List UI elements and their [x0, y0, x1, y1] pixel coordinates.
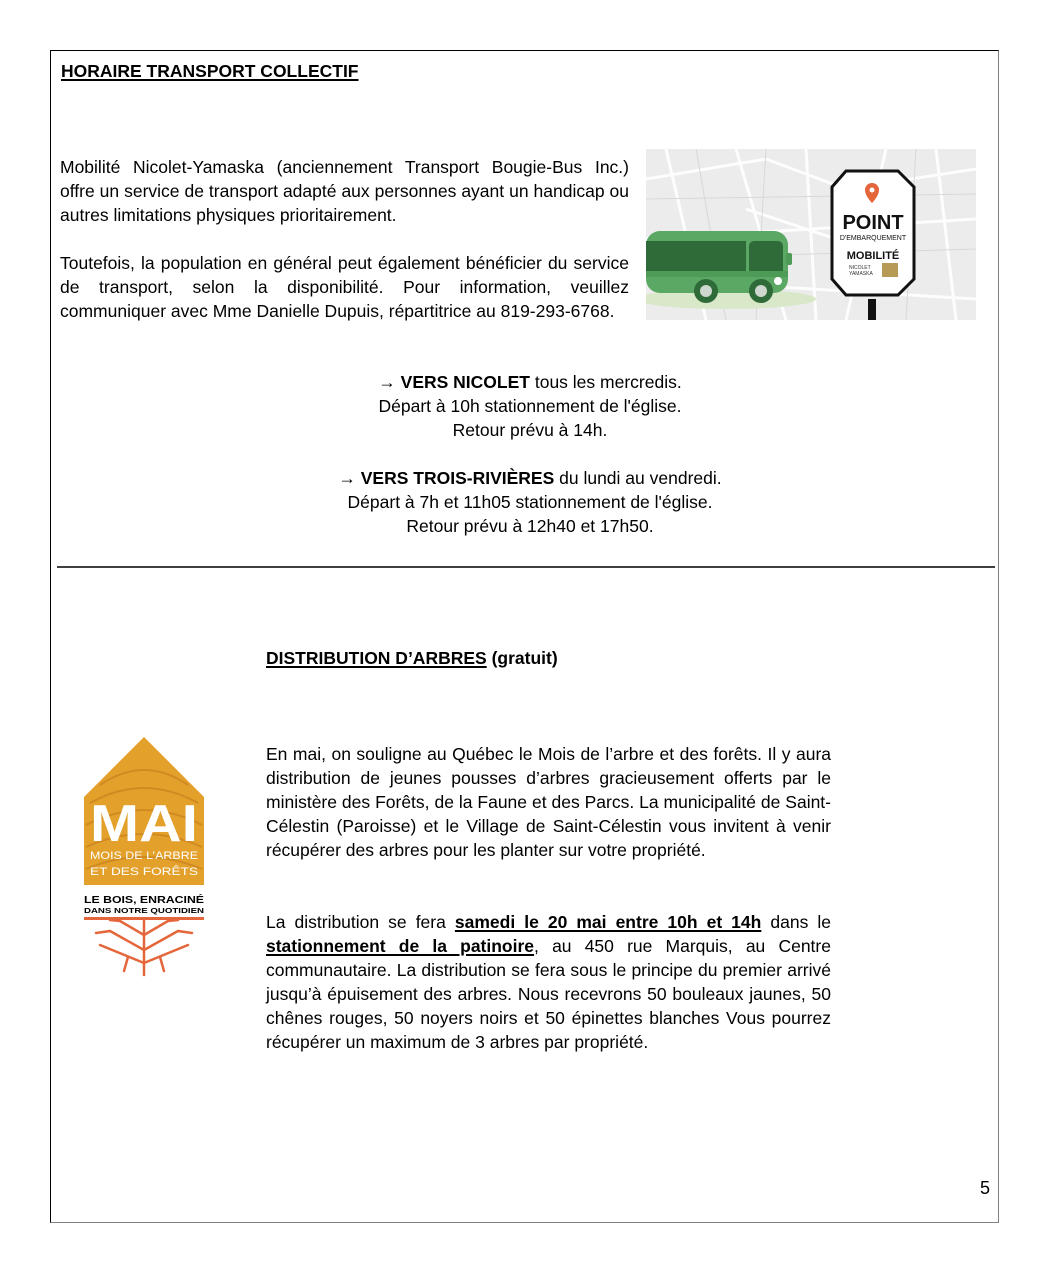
transport-paragraph-2: Toutefois, la population en général peut également bénéficier du service de transport, selon la disponibilité. Pour information, veuillez communiquer avec Mme Danielle Dupuis, répartitrice au 819-293-6768.: [60, 253, 629, 321]
arrow-icon: →: [338, 468, 356, 488]
trees-paragraph-1: En mai, on souligne au Québec le Mois de l’arbre et des forêts. Il y aura distribution de jeunes pousses d’arbres gracieusement offerts par le ministère des Forêts, de la Faune et des Parcs. La municipalité de Saint-Célestin (Paroisse) et le Village de Saint-Célestin vous invitent à venir récupérer des arbres pour les planter sur votre propriété.: [266, 744, 831, 860]
transport-paragraph-1: Mobilité Nicolet-Yamaska (anciennement Transport Bougie-Bus Inc.) offre un service de transport adapté aux personnes ayant un handicap ou autres limitations physiques prioritairement.: [60, 157, 629, 225]
section-divider: [57, 566, 995, 568]
route-trois-rivieres: [290, 466, 770, 538]
mai-tree-month-logo-icon: [80, 735, 208, 977]
route-destination: VERS TROIS-RIVIÈRES: [360, 468, 555, 488]
route-departure: Départ à 10h stationnement de l'église.: [378, 396, 682, 416]
trees-p2-text: dans le: [761, 912, 831, 932]
arrow-icon: →: [378, 372, 396, 392]
sign-brand-sub1: NICOLET: [849, 265, 871, 271]
route-frequency: du lundi au vendredi.: [554, 468, 722, 488]
route-destination: VERS NICOLET: [400, 372, 530, 392]
trees-title-suffix: (gratuit): [486, 648, 558, 668]
bus-stop-illustration-icon: [646, 149, 976, 320]
trees-p2-text: , au 450 rue Marquis, au Centre communautaire. La distribution se fera sous le principe du premier arrivé jusqu’à épuisement des arbres. Nous recevrons 50 bouleaux jaunes, 50 chênes rouges, 50 noyers noirs et 50 épinettes blanches Vous pourrez récupérer un maximum de 3 arbres par propriété.: [266, 936, 831, 1052]
transport-section-title: HORAIRE TRANSPORT COLLECTIF: [61, 61, 359, 81]
sign-brand-sub2: YAMASKA: [849, 271, 873, 277]
trees-section-title: [266, 648, 558, 669]
distribution-date: samedi le 20 mai entre 10h et 14h: [454, 912, 762, 932]
trees-title-main: DISTRIBUTION D’ARBRES: [266, 648, 487, 668]
route-nicolet-line1: [290, 370, 770, 394]
logo-big-text: MAI: [90, 795, 198, 853]
trees-p2-text: La distribution se fera: [266, 912, 455, 932]
distribution-location: stationnement de la patinoire: [266, 936, 535, 956]
route-nicolet: [290, 370, 770, 442]
trees-paragraph-2: [266, 910, 831, 1054]
sign-subtitle: D'EMBARQUEMENT: [839, 235, 907, 242]
logo-tagline1: LE BOIS, ENRACINÉ: [84, 895, 182, 906]
logo-line2: ET DES FORÊTS: [90, 866, 178, 878]
route-trois-rivieres-line1: [290, 466, 770, 490]
route-departure: Départ à 7h et 11h05 stationnement de l'église.: [347, 492, 713, 512]
route-return: Retour prévu à 14h.: [452, 420, 608, 440]
logo-line1: MOIS DE L’ARBRE: [90, 850, 198, 862]
sign-title: POINT: [842, 212, 904, 234]
route-return: Retour prévu à 12h40 et 17h50.: [406, 516, 654, 536]
logo-tagline2: DANS NOTRE QUOTIDIEN: [84, 908, 204, 915]
page-number: 5: [980, 1178, 991, 1198]
sign-brand: MOBILITÉ: [846, 250, 900, 262]
route-frequency: tous les mercredis.: [529, 372, 682, 392]
